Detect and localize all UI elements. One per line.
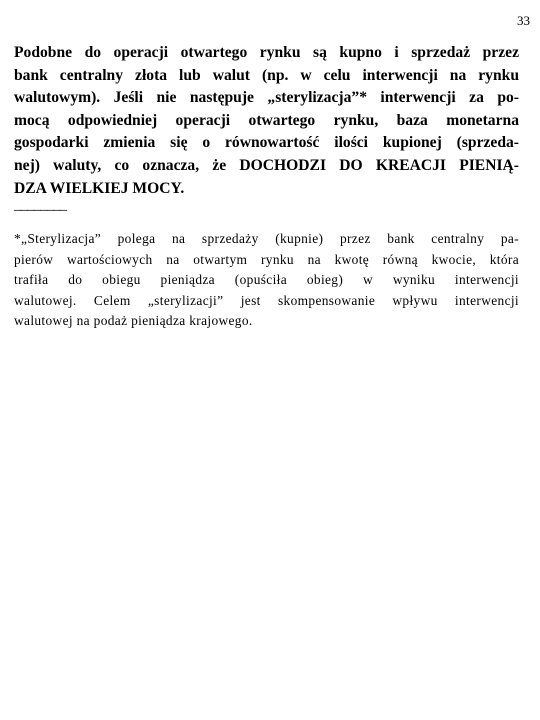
footnote-line: walutowej na podaż pieniądza krajowego. <box>14 313 253 329</box>
main-paragraph <box>14 42 519 200</box>
footnote-line: walutowej. Celem „sterylizacji” jest skompensowanie wpływu interwencji <box>14 292 519 308</box>
footnote-line: trafiła do obiegu pieniądza (opuściła obieg) w wyniku interwencji <box>14 272 519 288</box>
main-line: bank centralny złota lub walut (np. w celu interwencji na rynku <box>14 66 519 84</box>
main-line: mocą odpowiedniej operacji otwartego rynku, baza monetarna <box>14 111 519 129</box>
footnote-line: pierów wartościowych na otwartym rynku na kwotę równą kwocie, która <box>14 251 519 267</box>
page-number: 33 <box>517 13 530 28</box>
main-line: DZA WIELKIEJ MOCY. <box>14 179 185 197</box>
footnote-line: *„Sterylizacja” polega na sprzedaży (kupnie) przez bank centralny pa- <box>14 231 519 246</box>
main-line: nej) waluty, co oznacza, że DOCHODZI DO KREACJI PIENIĄ- <box>14 156 519 174</box>
footnote-divider: ________ <box>14 197 66 213</box>
footnote <box>14 229 519 332</box>
main-line: gospodarki zmienia się o równowartość ilości kupionej (sprzeda- <box>14 134 519 152</box>
main-line: Podobne do operacji otwartego rynku są kupno i sprzedaż przez <box>14 44 519 61</box>
main-line: walutowym). Jeśli nie następuje „sterylizacja”* interwencji za po- <box>14 89 519 107</box>
